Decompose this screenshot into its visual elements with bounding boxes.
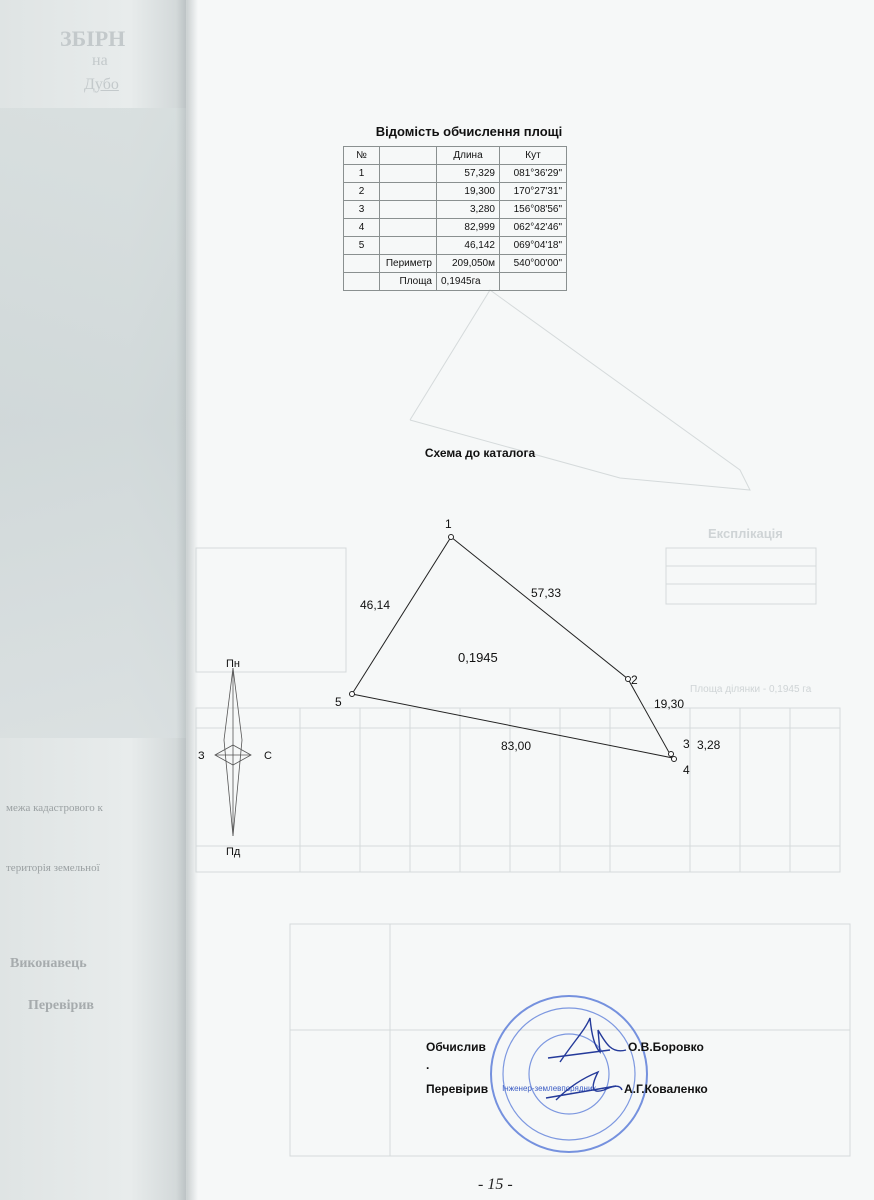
cell-angle: 081°36'29" (500, 165, 567, 183)
checked-by-label: Перевірив (426, 1082, 489, 1096)
ghost-heading-3: Дубо (84, 76, 119, 93)
perimeter-angle: 540°00'00" (500, 255, 567, 273)
side-length-label: 19,30 (654, 697, 685, 711)
ghost-legend-1: межа кадастрового к (6, 802, 103, 814)
separator-dot: . (426, 1058, 430, 1072)
ghost-area-right: Площа ділянки - 0,1945 га (690, 684, 812, 695)
cell-length: 19,300 (437, 183, 500, 201)
area-value: 0,1945га (437, 273, 500, 291)
vertex-label: 1 (445, 517, 452, 531)
ghost-executor: Виконавець (10, 956, 87, 971)
checked-by-name: А.Г.Коваленко (624, 1082, 708, 1096)
compass-south-label: Пд (226, 846, 241, 858)
plot-boundary (352, 537, 673, 758)
cell-no: 3 (344, 201, 380, 219)
cell-angle: 156°08'56" (500, 201, 567, 219)
cell-length: 57,329 (437, 165, 500, 183)
plot-area-label: 0,1945 (458, 650, 498, 665)
page-number: - 15 - (478, 1176, 513, 1193)
compass-north-label: Пн (226, 658, 240, 670)
cell-length: 3,280 (437, 201, 500, 219)
ghost-legend-2: територія земельної (6, 862, 100, 874)
compass-east-label: С (264, 750, 272, 762)
vertex-marker (350, 692, 355, 697)
header-no: № (344, 147, 380, 165)
area-label: Площа (380, 273, 437, 291)
cell-no: 2 (344, 183, 380, 201)
cell-angle: 069°04'18" (500, 237, 567, 255)
round-stamp (491, 996, 647, 1152)
vertex-label: 2 (631, 673, 638, 687)
cell-angle: 062°42'46" (500, 219, 567, 237)
cell-no: 5 (344, 237, 380, 255)
cell-length: 82,999 (437, 219, 500, 237)
vertex-marker (672, 757, 677, 762)
cell-no: 4 (344, 219, 380, 237)
header-length: Длина (437, 147, 500, 165)
ghost-checker: Перевірив (28, 998, 94, 1013)
computed-by-name: О.В.Боровко (628, 1040, 704, 1054)
stamp-text: Інженер-землевпорядник (502, 1084, 596, 1093)
side-length-label: 83,00 (501, 739, 532, 753)
ghost-heading-2: на (92, 52, 108, 69)
compass-rose (215, 668, 251, 836)
side-length-label: 3,28 (697, 738, 721, 752)
vertex-marker (669, 752, 674, 757)
side-length-label: 46,14 (360, 598, 391, 612)
vertex-marker (626, 677, 631, 682)
vertex-label: 3 (683, 737, 690, 751)
header-angle: Кут (500, 147, 567, 165)
side-length-label: 57,33 (531, 586, 562, 600)
signature-borovko (548, 1018, 626, 1062)
computed-by-label: Обчислив (426, 1040, 486, 1054)
cell-no: 1 (344, 165, 380, 183)
schema-title: Схема до каталога (424, 446, 536, 460)
compass-west-label: З (198, 750, 205, 762)
cell-angle: 170°27'31" (500, 183, 567, 201)
cell-length: 46,142 (437, 237, 500, 255)
vertex-label: 4 (683, 763, 690, 777)
area-sheet-title: Відомість обчислення площі (375, 124, 563, 139)
vertex-marker (449, 535, 454, 540)
ghost-heading: ЗБІРН (60, 26, 126, 51)
vertex-label: 5 (335, 695, 342, 709)
perimeter-label: Периметр (380, 255, 437, 273)
ghost-explication: Експлікація (708, 526, 783, 541)
perimeter-length: 209,050м (437, 255, 500, 273)
